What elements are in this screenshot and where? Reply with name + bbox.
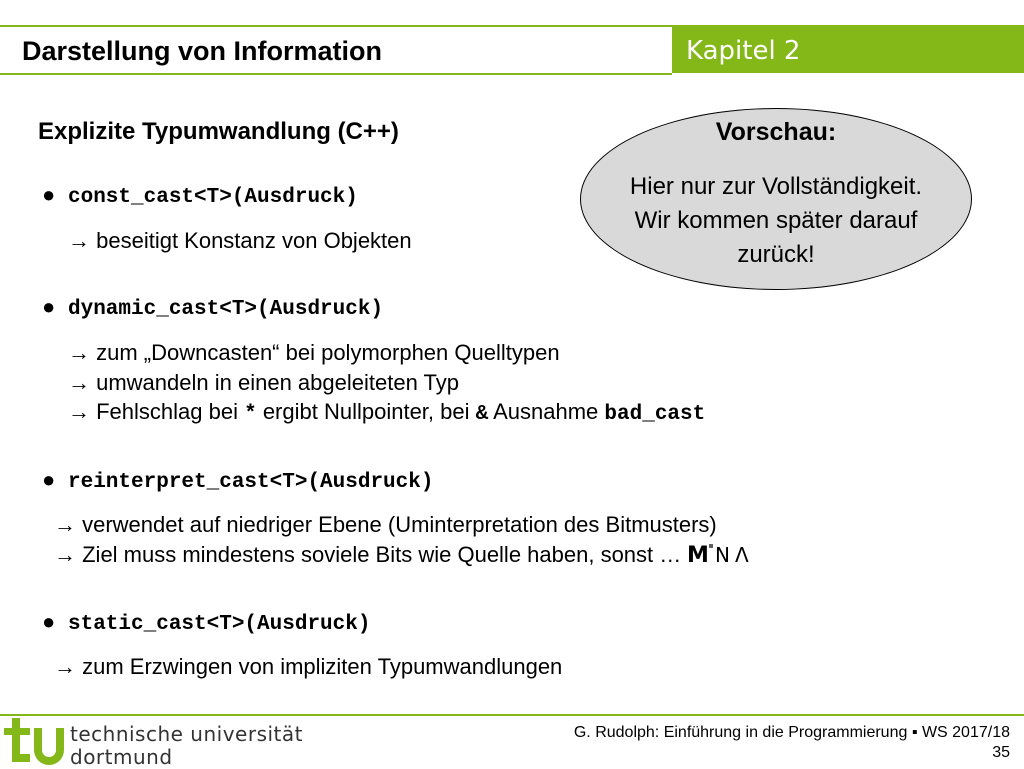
tu-logo-icon (4, 716, 66, 766)
note-dynamic-cast-2: → umwandeln in einen abgeleiteten Typ (68, 370, 459, 395)
preview-line: Wir kommen später darauf (634, 207, 918, 234)
note-dynamic-cast-3 (68, 399, 705, 426)
page-number: 35 (992, 744, 1010, 761)
preview-line: zurück! (737, 241, 815, 268)
fail-note-post: Ausnahme (488, 399, 605, 424)
chapter-label: Kapitel 2 (686, 36, 801, 66)
fail-note-mid: ergibt Nullpointer, bei (256, 399, 476, 424)
note-reinterpret-cast-2-text: → Ziel muss mindestens soviele Bits wie Quelle haben, sonst … (54, 542, 688, 567)
list-item-dynamic-cast (42, 294, 383, 321)
preview-line: Hier nur zur Vollständigkeit. (629, 173, 923, 200)
note-const-cast: → beseitigt Konstanz von Objekten (68, 228, 412, 253)
slide-subtitle: Explizite Typumwandlung (C++) (38, 118, 399, 145)
bullet-dot-icon: ● (42, 294, 56, 319)
slide-header-title: Darstellung von Information (22, 36, 383, 66)
preview-title: Vorschau: (715, 118, 837, 146)
bullet-dot-icon: ● (42, 609, 56, 634)
list-item-const-cast (42, 182, 358, 209)
code-dynamic-cast: dynamic_cast<T>(Ausdruck) (68, 298, 384, 321)
preview-text (590, 170, 962, 272)
note-reinterpret-cast-2 (54, 542, 753, 568)
bullet-dot-icon: ● (42, 182, 56, 207)
note-static-cast: → zum Erzwingen von impliziten Typumwandlungen (54, 654, 563, 679)
list-item-reinterpret-cast (42, 467, 433, 494)
code-const-cast: const_cast<T>(Ausdruck) (68, 186, 358, 209)
fail-note-star: * (244, 403, 257, 426)
fail-note-amp: & (475, 403, 489, 426)
manga-face-glyph-icon (687, 542, 753, 566)
code-reinterpret-cast: reinterpret_cast<T>(Ausdruck) (68, 471, 434, 494)
fail-note-bad-cast: bad_cast (604, 403, 706, 426)
note-reinterpret-cast-1: → verwendet auf niedriger Ebene (Uminterpretation des Bitmusters) (54, 512, 717, 537)
svg-text:Λ: Λ (735, 543, 750, 566)
svg-text:M: M (687, 543, 710, 566)
fail-note-pre: → Fehlschlag bei (68, 399, 245, 424)
bullet-dot-icon: ● (42, 467, 56, 492)
header-bottom-rule (0, 73, 672, 75)
university-line-1: technische universität (70, 722, 303, 746)
list-item-static-cast (42, 609, 370, 636)
university-line-2: dortmund (70, 745, 173, 769)
footer-rule (0, 714, 1024, 716)
university-name (70, 723, 303, 769)
footer-info (574, 723, 1010, 763)
course-info: G. Rudolph: Einführung in die Programmierung ▪ WS 2017/18 (573, 724, 1010, 741)
svg-text:N: N (715, 543, 731, 566)
note-dynamic-cast-1: → zum „Downcasten“ bei polymorphen Quelltypen (68, 340, 560, 365)
code-static-cast: static_cast<T>(Ausdruck) (68, 613, 371, 636)
